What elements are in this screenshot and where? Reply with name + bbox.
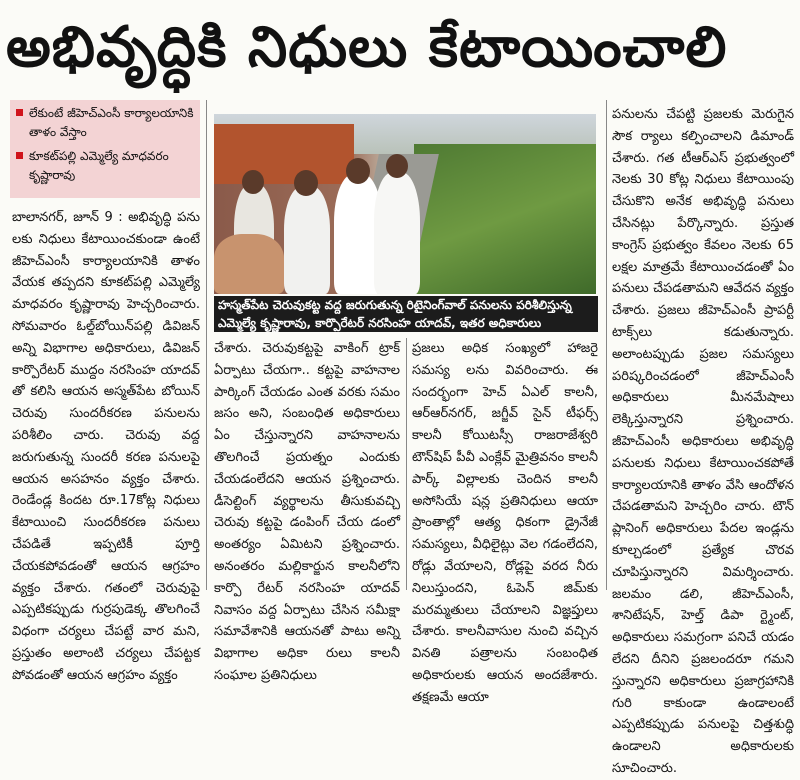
highlight-text: కూకట్‌పల్లి ఎమ్మెల్యే మాధవరం కృష్ణారావు: [29, 149, 169, 182]
highlights-box: [10, 100, 200, 198]
article-paragraph: బాలానగర్, జూన్ 9 : అభివృద్ధి పను లకు నిధులు కేటాయించకుండా ఉంటే జీహెచ్ఎంసీ కార్యాలయానికి తాళం వేయక తప్పదని కూకట్‌పల్లి ఎమ్మెల్యే మాధవరం కృష్ణారావు హెచ్చరించారు. సోమవారం ఓల్డ్‌బోయిన్‌పల్లి డివిజన్ అన్ని విభాగాల అధికారులు, డివిజన్ కార్పొరేటర్ ముద్దం నరసింహ యాదవ్ తో కలిసి ఆయన అస్మత్‌పేట బోయిన్ చెరువు సుందరీకరణ పనులను పరిశీలిం చారు. చెరువు వద్ద జరుగుతున్న సుందరీ కరణ పనులపై ఆయన అసహనం వ్యక్తం చేశారు. రెండేండ్ల కిందట రూ.17కోట్ల నిధులు కేటాయించి సుందరీకరణ పనులు చేపడితే ఇప్పటికీ పూర్తి చేయకపోవడంతో ఆయన ఆగ్రహం వ్యక్తం చేశారు. గతంలో చెరువుపై ఎప్పటికప్పుడు గుర్రపుడెక్క తొలగించే విధంగా చర్యలు చేపట్టే వార మని, ప్రస్తుతం అలాంటి చర్యలు చేపట్టక పోవడంతో ఆయన ఆగ్రహం వ్యక్తం: [12, 210, 200, 683]
highlight-item: [14, 147, 196, 185]
article-paragraph: ప్రజలు అధిక సంఖ్యలో హాజరై సమస్య లను వివరించారు. ఈ సందర్భంగా హెచ్ ఏఎల్ కాలనీ, ఆర్ఆర్‌నగర్, జగ్జీవ్ సైన్ టీఫర్స్ కాలనీ కోయిటస్సీ రాజరాజేశ్వరి టౌన్‌షిప్ పీవీ ఎంక్లేవ్ మైత్రివనం కాలనీ పార్క్ విల్లాలకు చెందిన కాలనీ అసోసియే షన్ల ప్రతినిధులు ఆయా ప్రాంతాల్లో ఆత్య ధికంగా డ్రైనేజీ సమస్యలు, వీధిలైట్లు వెల గడంలేదని, రోడ్లు వేయాలని, రోడ్లపై వరద నీరు నిలుస్తుందని, ఓపెన్ జిమ్‌కు మరమ్మతులు చేయాలని విజ్ఞప్తులు చేశారు. కాలనీవాసుల నుంచి వచ్చిన వినతి పత్రాలను సంబంధిత అధికారులకు ఆయన అందజేశారు. తక్షణమే ఆయా: [412, 341, 598, 705]
article-column-4: [612, 104, 794, 776]
article-column-2: [214, 338, 400, 683]
photo-head: [386, 154, 408, 178]
photo-person: [374, 172, 420, 294]
article-paragraph: పనులను చేపట్టి ప్రజలకు మెరుగైన సౌక ర్యాలు కల్పించాలని డిమాండ్ చేశారు. గత టీఆర్ఎస్ ప్రభుత్వంలో నెలకు 30 కోట్ల నిధులు కేటాయింపు చేసుకొని అనేక అభివృద్ధి పనులు చేసినట్లు పేర్కొన్నారు. ప్రస్తుత కాంగ్రెస్ ప్రభుత్వం కేవలం నెలకు 65 లక్షల మాత్రమే కేటాయించడంతో ఏం పనులు చేపడతామని ఆవేదన వ్యక్తం చేశారు. ప్రజలు జీహెచ్ఎంసీ ప్రాపర్టీ టాక్స్‌లు కడుతున్నారు. అలాంటప్పుడు ప్రజల సమస్యలు పరిష్కరించడంలో జీహెచ్ఎంసీ అధికారులు మీనమేషాలు లెక్కిస్తున్నారని ప్రశ్నించారు. జీహెచ్ఎంసీ అధికారులు అభివృద్ధి పనులకు నిధులు కేటాయించకపోతే కార్యాలయానికి తాళం వేసి ఆందోళన చేపడతామని హెచ్చరిం చారు. టౌన్ ప్లానింగ్ అధికారులు పేదల ఇండ్లను కూల్చడంలో ప్రత్యేక చొరవ చూపిస్తున్నారని విమర్శించారు. జలమం డలి, జీహెచ్ఎంసీ, శానిటేషన్, హెల్త్ డిపా ర్ట్మెంట్, అధికారులు సమగ్రంగా పనిచే యడం లేదని దీనిని ప్రజలందరూ గమని స్తున్నారని అధికారులు ప్రజాగ్రహానికి గురి కాకుండా ఉండాలంటే ఎప్పటికప్పుడు పనులపై చిత్తశుద్ధి ఉండాలని అధికారులకు సూచించారు.: [612, 107, 794, 776]
photo-head: [242, 170, 264, 194]
photo-caption: హస్మత్‌పేట చెరువుకట్ట వద్ద జరుగుతున్న రిటైనింగ్‌వాల్ పనులను పరిశీలిస్తున్న ఎమ్మెల్యే కృష్ణారావు, కార్పొరేటర్ నరసింహ యాదవ్, ఇతర అధికారులు: [214, 296, 598, 332]
column-divider: [206, 100, 207, 590]
photo-person: [284, 186, 330, 294]
article-column-1: [12, 207, 200, 683]
highlight-text: లేకుంటే జీహెచ్ఎంసీ కార్యాలయానికి తాళం వేస్తాం: [29, 106, 194, 139]
bullet-icon: [16, 152, 23, 159]
column-divider: [606, 100, 607, 590]
photo-head: [346, 158, 370, 184]
photo-canal: [414, 144, 596, 294]
highlight-item: [14, 104, 196, 142]
headline: అభివృద్ధికి నిధులు కేటాయించాలి: [6, 15, 728, 80]
bullet-icon: [16, 109, 23, 116]
article-paragraph: చేశారు. చెరువుకట్టపై వాకింగ్ ట్రాక్ ఏర్పాటు చేయగా.. కట్టపై వాహనాల పార్కింగ్ చేయడం ఎంత వరకు సమం జసం అని, సంబంధిత అధికారులు ఏం చేస్తున్నారని వాహనాలను తొలగించే ప్రయత్నం ఎందుకు చేయడంలేదని ఆయన ప్రశ్నించారు. డీసెల్టింగ్ వ్యర్థాలను తీసుకువచ్చి చెరువు కట్టపై డంపింగ్ చేయ డంలో అంతర్యం ఏమిటని ప్రశ్నించారు. అనంతరం మల్లికార్జున కాలనీలోని కార్పొ రేటర్ నరసింహ యాదవ్ నివాసం వద్ద ఏర్పాటు చేసిన సమీక్షా సమావేశానికి ఆయనతో పాటు అన్ని విభాగాల అధికా రులు కాలనీ సంఘాల ప్రతినిధులు: [214, 341, 400, 683]
column-divider: [406, 338, 407, 590]
article-column-3: [412, 338, 598, 705]
photo-truck: [214, 124, 354, 184]
news-photo: [214, 114, 596, 294]
photo-head: [294, 170, 318, 196]
photo-person: [214, 234, 284, 294]
